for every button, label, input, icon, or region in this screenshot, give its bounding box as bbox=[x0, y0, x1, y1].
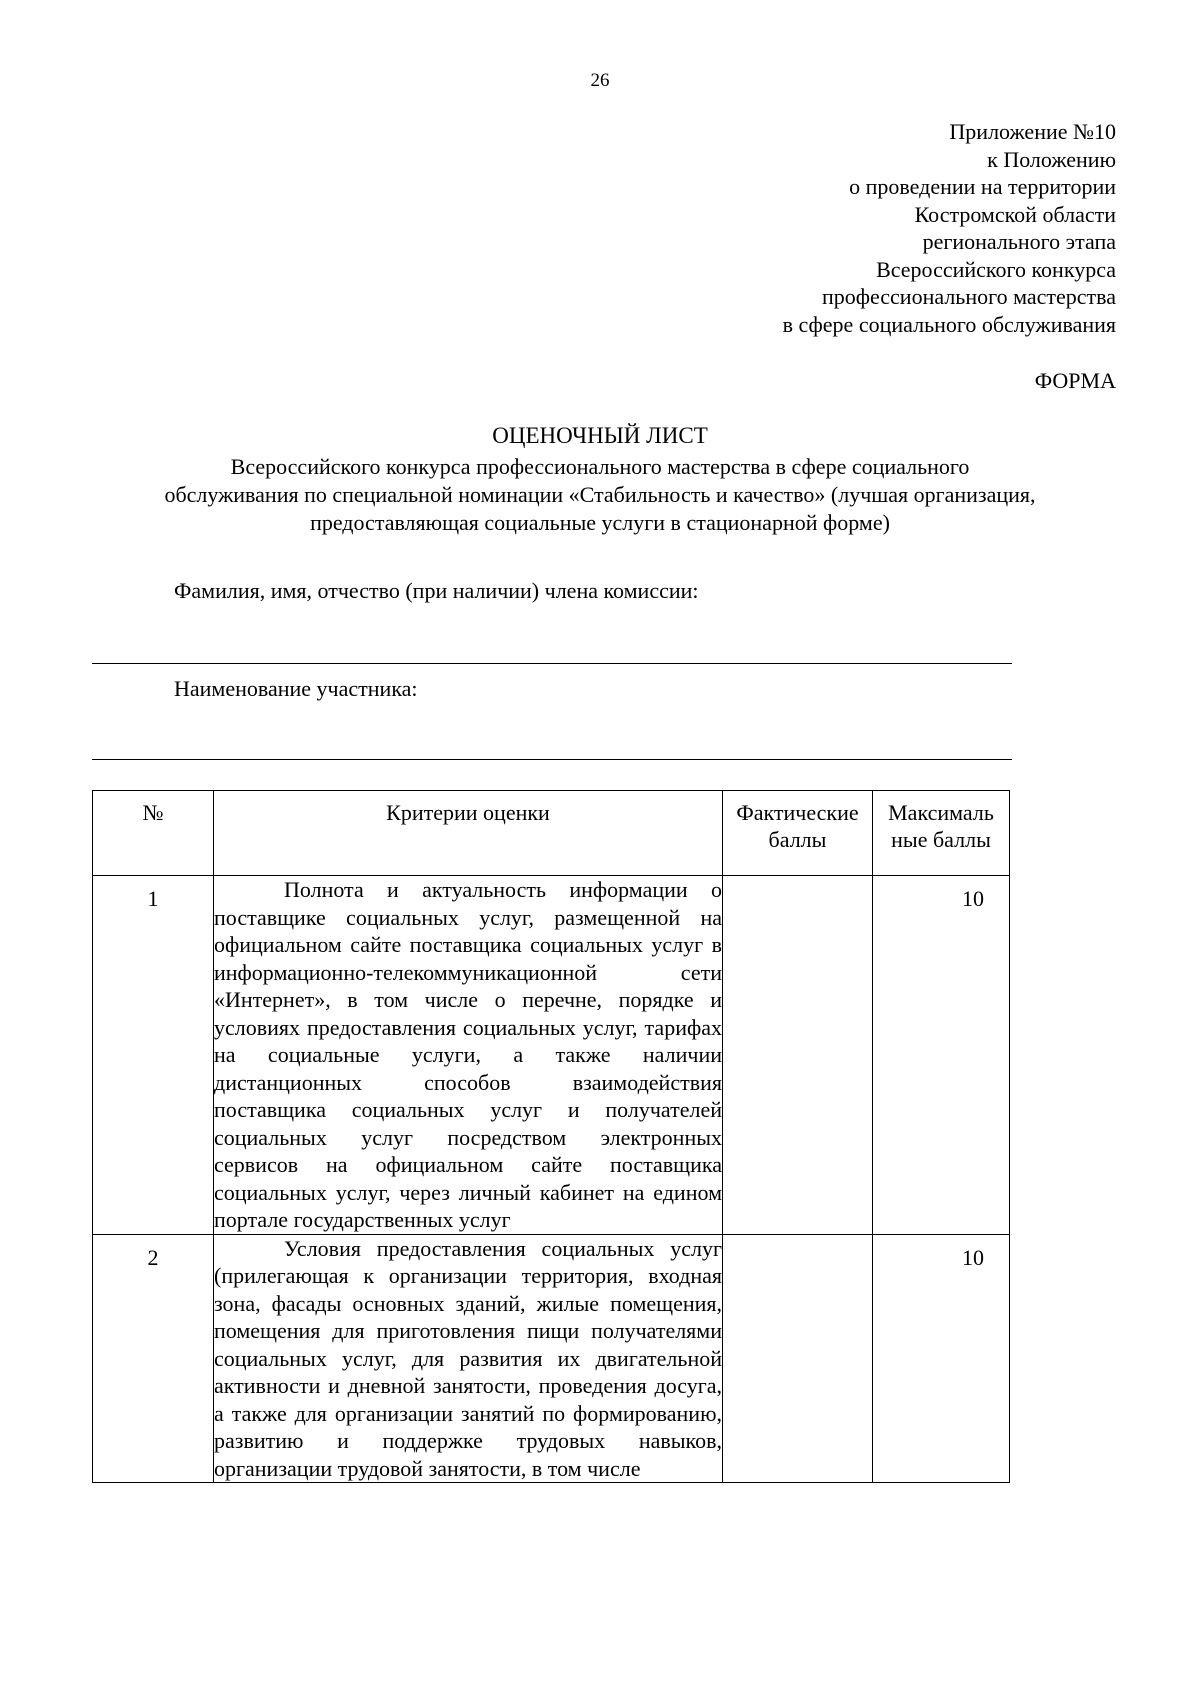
document-title: ОЦЕНОЧНЫЙ ЛИСТ bbox=[492, 423, 708, 448]
appendix-line: к Положению bbox=[987, 146, 1116, 172]
header-actual-line: Фактические bbox=[736, 800, 859, 825]
criterion-text: Полнота и актуальность информации о поставщике социальных услуг, размещенной на официальном сайте поставщика социальных услуг в информационно-телекоммуникационной сети «Интернет», в том числе о перечне, порядке и условиях предоставления социальных услуг, тарифах на социальные услуги, а также наличии дистанционных способов взаимодействия поставщика социальных услуг и получателей социальных услуг посредством электронных сервисов на официальном сайте поставщика социальных услуг, через личный кабинет на едином портале государственных услуг bbox=[214, 877, 722, 1232]
document-subtitle bbox=[80, 453, 1120, 537]
page-number: 26 bbox=[590, 70, 610, 91]
criterion-text: Условия предоставления социальных услуг (прилегающая к организации территория, входная зона, фасады основных зданий, жилые помещения, помещения для приготовления пищи получателями социальных услуг, для развития их двигательной активности и дневной занятости, проведения досуга, а также для организации занятий по формированию, развитию и поддержке трудовых навыков, организации трудовой занятости, в том числе bbox=[214, 1235, 722, 1481]
subtitle-line: предоставляющая социальные услуги в стационарной форме) bbox=[310, 510, 890, 535]
appendix-line: Всероссийского конкурса bbox=[876, 256, 1116, 282]
header-actual-line: баллы bbox=[768, 827, 827, 852]
fio-label: Фамилия, имя, отчество (при наличии) члена комиссии: bbox=[174, 578, 699, 603]
appendix-line: о проведении на территории bbox=[849, 174, 1116, 199]
header-number: № bbox=[93, 791, 214, 876]
subtitle-line: обслуживания по специальной номинации «Стабильность и качество» (лучшая организация, bbox=[164, 482, 1036, 507]
max-score-cell: 10 bbox=[873, 876, 1010, 1235]
appendix-line: профессионального мастерства bbox=[821, 284, 1116, 309]
row-number: 2 bbox=[93, 1234, 214, 1483]
actual-score-cell[interactable] bbox=[723, 1234, 873, 1483]
criterion-cell bbox=[214, 1234, 723, 1483]
actual-score-cell[interactable] bbox=[723, 876, 873, 1235]
subtitle-line: Всероссийского конкурса профессионального мастерства в сфере социального bbox=[230, 454, 970, 479]
header-criteria: Критерии оценки bbox=[214, 791, 723, 876]
evaluation-table bbox=[92, 790, 1010, 1483]
appendix-line: Приложение №10 bbox=[949, 119, 1116, 144]
table-row bbox=[93, 1234, 1010, 1483]
fio-blank-line bbox=[92, 663, 1012, 664]
header-max-line: Максималь bbox=[888, 800, 994, 825]
table-row bbox=[93, 876, 1010, 1235]
table-header-row bbox=[93, 791, 1010, 876]
header-max-score bbox=[873, 791, 1010, 876]
form-label: ФОРМА bbox=[1034, 368, 1116, 393]
max-score-cell: 10 bbox=[873, 1234, 1010, 1483]
appendix-line: регионального этапа bbox=[922, 229, 1116, 254]
header-max-line: ные баллы bbox=[891, 827, 991, 852]
participant-blank-line bbox=[92, 759, 1012, 760]
appendix-line: в сфере социального обслуживания bbox=[782, 311, 1116, 337]
row-number: 1 bbox=[93, 876, 214, 1235]
appendix-header bbox=[783, 118, 1116, 338]
criterion-cell bbox=[214, 876, 723, 1235]
header-actual-score bbox=[723, 791, 873, 876]
participant-label: Наименование участника: bbox=[174, 676, 418, 701]
appendix-line: Костромской области bbox=[914, 201, 1116, 227]
